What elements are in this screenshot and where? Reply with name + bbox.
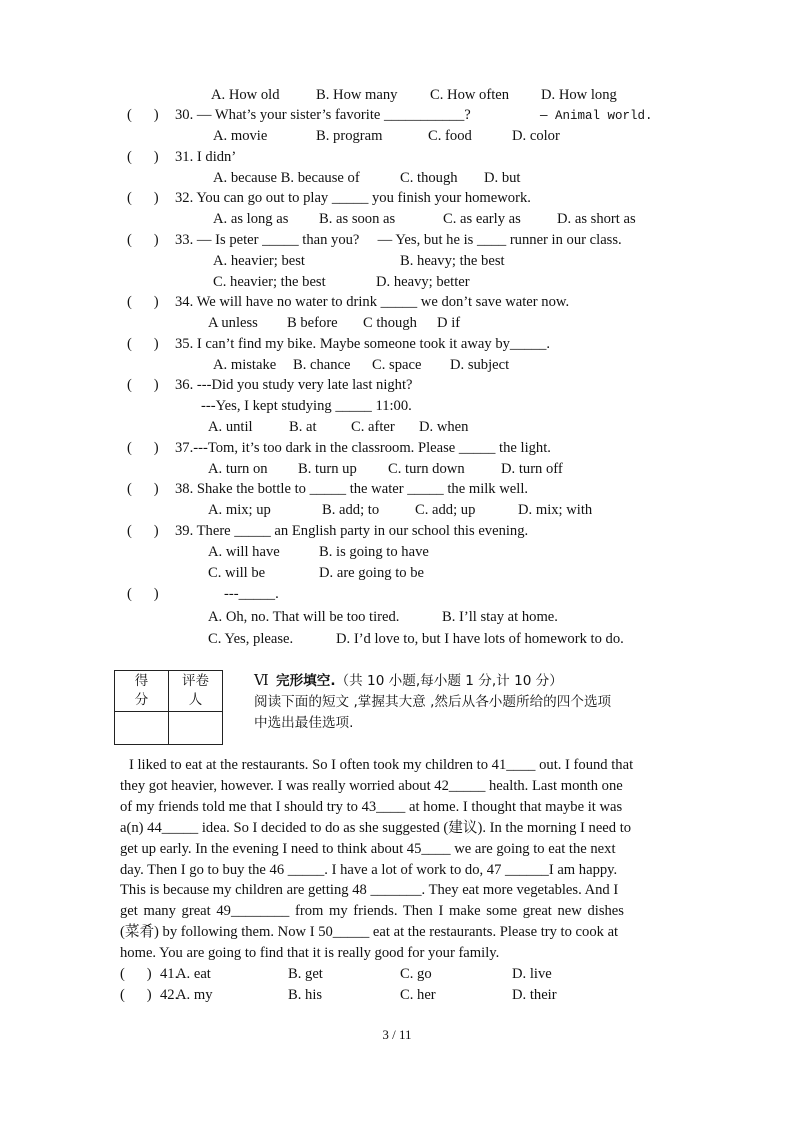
q32-stem: 32. You can go out to play _____ you finish your homework. [175, 190, 531, 206]
q37-option-d: D. turn off [501, 461, 563, 477]
section-title: 完形填空. [275, 673, 336, 689]
q36-option-a: A. until [208, 419, 253, 435]
q33-option-a: A. heavier; best [213, 253, 305, 269]
q40-answer-paren[interactable]: ( ) [127, 586, 159, 602]
q30-option-a: A. movie [213, 128, 268, 144]
q40-stem: ---_____. [224, 586, 279, 602]
q40-option-b: B. I’ll stay at home. [442, 609, 558, 625]
section-instruction-2: 中选出最佳选项. [254, 715, 354, 731]
q34-option-a: A unless [208, 315, 258, 331]
q32-option-a: A. as long as [213, 211, 289, 227]
q33-option-c: C. heavier; the best [213, 274, 326, 290]
grader-header: 评卷 人 [169, 671, 223, 712]
passage-line: get many great 49________ from my friends. Then I make some great new dishes [120, 903, 624, 919]
q39-answer-paren[interactable]: ( ) [127, 523, 159, 539]
q34-stem: 34. We will have no water to drink _____ we don’t save water now. [175, 294, 570, 310]
q36-answer-paren[interactable]: ( ) [127, 377, 159, 393]
q33-option-d: D. heavy; better [376, 274, 470, 290]
section-numeral: Ⅵ [254, 673, 269, 689]
q41-option-d: D. live [512, 966, 552, 982]
q33-option-b: B. heavy; the best [400, 253, 505, 269]
q33-answer-paren[interactable]: ( ) [127, 232, 159, 248]
q38-option-a: A. mix; up [208, 502, 271, 518]
q38-option-c: C. add; up [415, 502, 476, 518]
q29-option-c: C. How often [430, 87, 510, 103]
q42-option-d: D. their [512, 987, 557, 1003]
q39-option-a: A. will have [208, 544, 280, 560]
score-cell[interactable] [115, 712, 169, 745]
q35-option-c: C. space [372, 357, 422, 373]
q36-option-c: C. after [351, 419, 395, 435]
score-header: 得 分 [115, 671, 169, 712]
passage-line: (菜肴) by following them. Now I 50_____ eat at the restaurants. Please try to cook at [120, 924, 619, 940]
q42-answer-paren[interactable]: ( ) [120, 987, 152, 1003]
q30-answer-paren[interactable]: ( ) [127, 107, 159, 123]
q31-answer-paren[interactable]: ( ) [127, 149, 159, 165]
q32-answer-paren[interactable]: ( ) [127, 190, 159, 206]
passage-line: get up early. In the evening I need to think about 45____ we are going to eat the next [120, 841, 616, 857]
q40-option-a: A. Oh, no. That will be too tired. [208, 609, 400, 625]
q42-number: 42. [160, 987, 179, 1003]
q32-option-d: D. as short as [557, 211, 636, 227]
passage-line: home. You are going to find that it is really good for your family. [120, 945, 500, 961]
q41-option-a: A. eat [176, 966, 211, 982]
q42-option-a: A. my [176, 987, 213, 1003]
q30-stem-tail: — Animal world. [540, 109, 653, 123]
q37-option-b: B. turn up [298, 461, 357, 477]
q31-option-d: D. but [484, 170, 521, 186]
q41-option-b: B. get [288, 966, 323, 982]
q31-option-ab: A. because B. because of [213, 170, 360, 186]
q39-stem: 39. There _____ an English party in our school this evening. [175, 523, 529, 539]
q41-option-c: C. go [400, 966, 432, 982]
q30-stem: 30. — What’s your sister’s favorite ___________? [175, 107, 471, 123]
q42-option-b: B. his [288, 987, 323, 1003]
q35-answer-paren[interactable]: ( ) [127, 336, 159, 352]
q35-stem: 35. I can’t find my bike. Maybe someone took it away by_____. [175, 336, 551, 352]
q30-option-b: B. program [316, 128, 383, 144]
passage-line: a(n) 44_____ idea. So I decided to do as she suggested (建议). In the morning I need to [120, 820, 632, 836]
passage-line: day. Then I go to buy the 46 _____. I have a lot of work to do, 47 ______I am happy. [120, 862, 618, 878]
passage-line: I liked to eat at the restaurants. So I often took my children to 41____ out. I found that [118, 757, 634, 773]
section-instruction-1: 阅读下面的短文 ,掌握其大意 ,然后从各小题所给的四个选项 [254, 694, 612, 710]
q37-stem: 37.---Tom, it’s too dark in the classroom. Please _____ the light. [175, 440, 551, 456]
q29-option-d: D. How long [541, 87, 617, 103]
passage-line: This is because my children are getting 48 _______. They eat more vegetables. And I [120, 882, 619, 898]
q29-option-b: B. How many [316, 87, 398, 103]
q32-option-c: C. as early as [443, 211, 521, 227]
q32-option-b: B. as soon as [319, 211, 396, 227]
q31-stem: 31. I didn’ [175, 149, 237, 165]
q37-answer-paren[interactable]: ( ) [127, 440, 159, 456]
grader-cell[interactable] [169, 712, 223, 745]
q38-option-d: D. mix; with [518, 502, 593, 518]
section-heading [254, 672, 563, 690]
q39-option-c: C. will be [208, 565, 266, 581]
q34-option-d: D if [437, 315, 461, 331]
q34-option-c: C though [363, 315, 417, 331]
q37-option-c: C. turn down [388, 461, 465, 477]
q40-option-d: D. I’d love to, but I have lots of homework to do. [336, 631, 624, 647]
q35-option-a: A. mistake [213, 357, 277, 373]
q31-option-c: C. though [400, 170, 458, 186]
q33-stem: 33. — Is peter _____ than you? — Yes, but he is ____ runner in our class. [175, 232, 622, 248]
q36-stem: 36. ---Did you study very late last night? [175, 377, 413, 393]
q39-option-d: D. are going to be [319, 565, 424, 581]
score-table [114, 670, 223, 745]
q35-option-d: D. subject [450, 357, 510, 373]
q34-answer-paren[interactable]: ( ) [127, 294, 159, 310]
page-number: 3 / 11 [382, 1027, 412, 1042]
section-points: （共 10 小题,每小题 1 分,计 10 分） [335, 673, 563, 689]
q36-option-b: B. at [289, 419, 317, 435]
q38-option-b: B. add; to [322, 502, 380, 518]
q39-option-b: B. is going to have [319, 544, 429, 560]
q41-number: 41. [160, 966, 179, 982]
q40-option-c: C. Yes, please. [208, 631, 294, 647]
q36-option-d: D. when [419, 419, 469, 435]
q38-answer-paren[interactable]: ( ) [127, 481, 159, 497]
q38-stem: 38. Shake the bottle to _____ the water _____ the milk well. [175, 481, 529, 497]
q41-answer-paren[interactable]: ( ) [120, 966, 152, 982]
passage-line: they got heavier, however. I was really worried about 42_____ health. Last month one [120, 778, 623, 794]
q29-option-a: A. How old [211, 87, 280, 103]
q30-option-d: D. color [512, 128, 560, 144]
q37-option-a: A. turn on [208, 461, 268, 477]
passage-line: of my friends told me that I should try to 43____ at home. I thought that maybe it was [120, 799, 623, 815]
q42-option-c: C. her [400, 987, 436, 1003]
q30-option-c: C. food [428, 128, 472, 144]
q36-stem-line2: ---Yes, I kept studying _____ 11:00. [201, 398, 412, 414]
q35-option-b: B. chance [293, 357, 351, 373]
q34-option-b: B before [287, 315, 338, 331]
